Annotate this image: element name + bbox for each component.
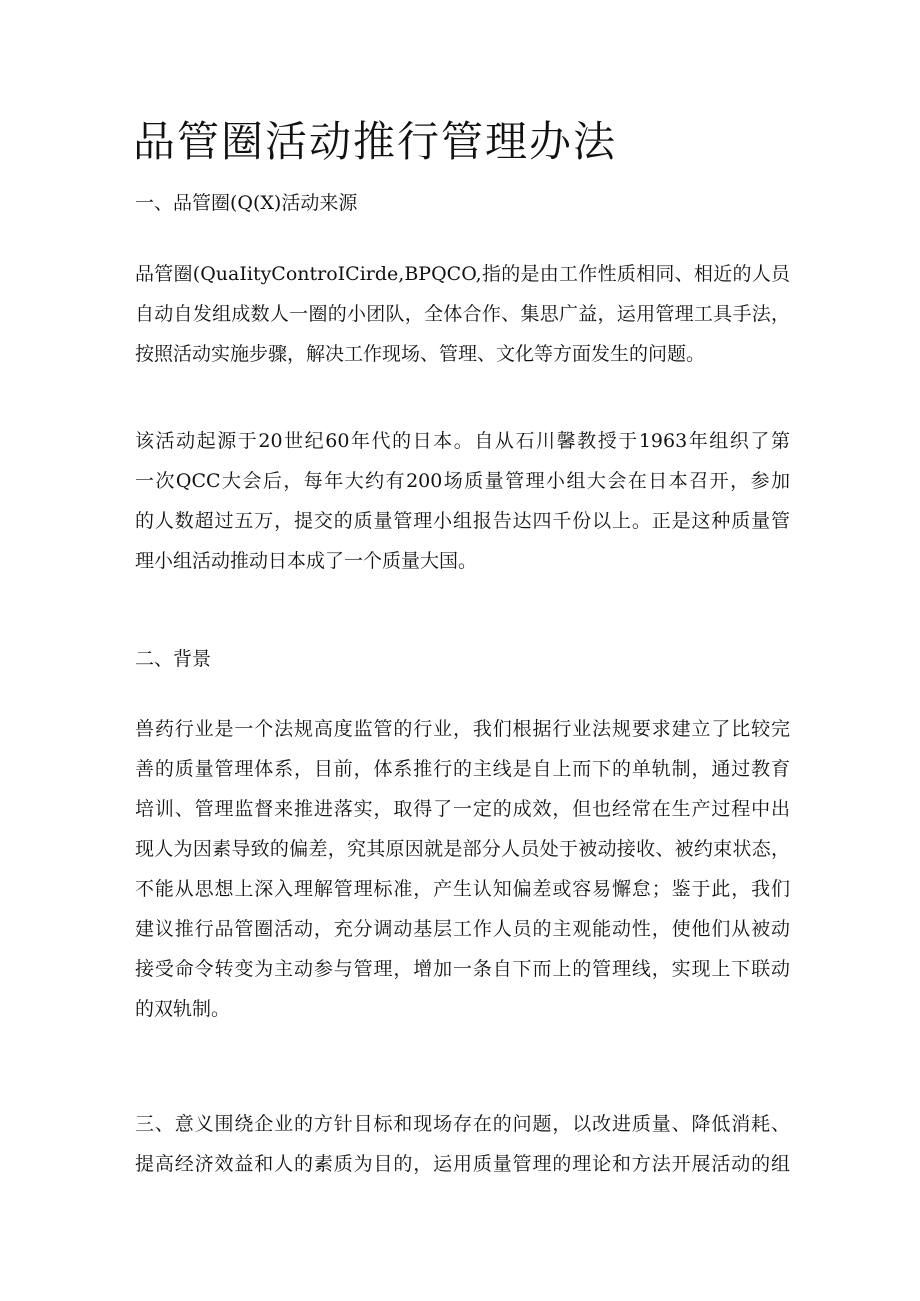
paragraph-line: 理小组活动推动日本成了一个质量大国。 [135,550,478,572]
paragraph-line: 一次QCC大会后，每年大约有200场质量管理小组大会在日本召开，参加 [135,470,790,492]
section-heading-background: 二、背景 [135,648,212,670]
paragraph-history [135,421,790,581]
section-heading-origin: 一、品管圈(Q(X)活动来源 [135,192,358,214]
paragraph-line: 不能从思想上深入理解管理标准，产生认知偏差或容易懈怠；鉴于此，我们 [135,878,790,900]
paragraph-line: 提高经济效益和人的素质为目的，运用质量管理的理论和方法开展活动的组 [135,1153,790,1175]
document-title: 品管圈活动推行管理办法 [133,117,618,166]
paragraph-line: 现人为因素导致的偏差，究其原因就是部分人员处于被动接收、被约束状态， [135,838,790,860]
paragraph-line: 该活动起源于20世纪60年代的日本。自从石川馨教授于1963年组织了第 [135,430,790,452]
paragraph-line: 善的质量管理体系，目前，体系推行的主线是自上而下的单轨制，通过教育 [135,758,790,780]
paragraph-line: 的人数超过五万，提交的质量管理小组报告达四千份以上。正是这种质量管 [135,510,790,532]
paragraph-line: 自动自发组成数人一圈的小团队，全体合作、集思广益，运用管理工具手法， [135,303,790,325]
paragraph-line: 兽药行业是一个法规高度监管的行业，我们根据行业法规要求建立了比较完 [135,718,790,740]
paragraph-line: 按照活动实施步骤，解决工作现场、管理、文化等方面发生的问题。 [135,343,706,365]
paragraph-line: 培训、管理监督来推进落实，取得了一定的成效，但也经常在生产过程中出 [135,798,790,820]
paragraph-line: 品管圈(QuaIityControICirde,BPQCO,指的是由工作性质相同、相近的人员 [135,263,790,285]
paragraph-line: 建议推行品管圈活动，充分调动基层工作人员的主观能动性，使他们从被动 [135,918,790,940]
paragraph-line: 接受命令转变为主动参与管理，增加一条自下而上的管理线，实现上下联动 [135,958,790,980]
paragraph-line: 三、意义围绕企业的方针目标和现场存在的问题，以改进质量、降低消耗、 [135,1113,790,1135]
paragraph-significance [135,1104,790,1184]
paragraph-background [135,709,790,1029]
paragraph-definition [135,254,790,374]
paragraph-line: 的双轨制。 [135,998,231,1020]
